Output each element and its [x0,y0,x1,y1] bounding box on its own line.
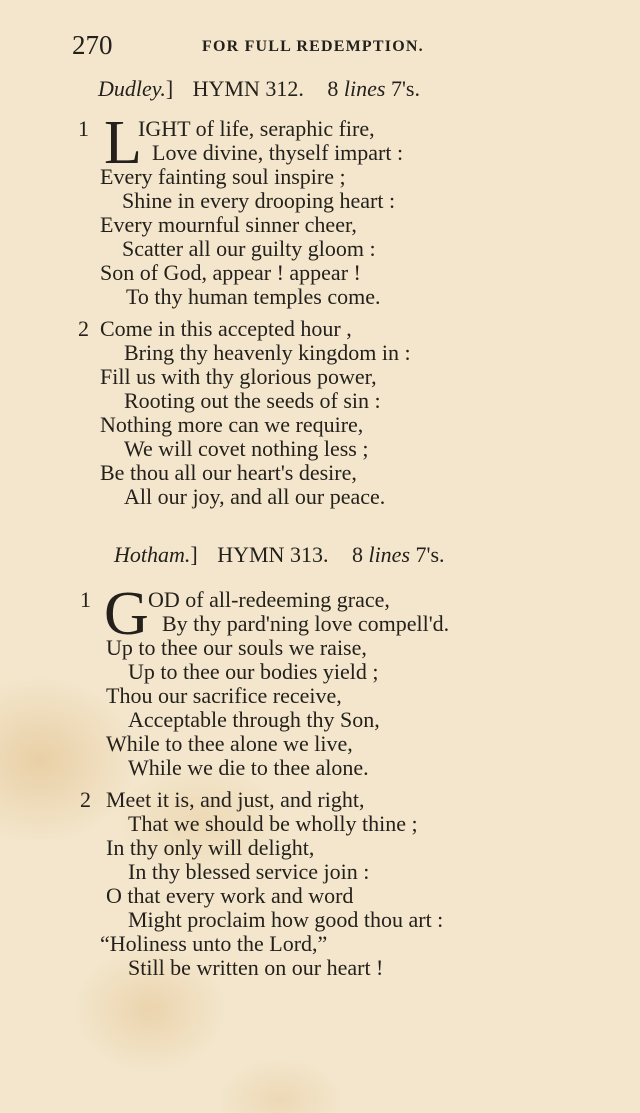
verse-line: Up to thee our bodies yield ; [128,659,379,684]
running-title: FOR FULL REDEMPTION. [202,38,424,55]
verse-number: 1 [80,587,91,612]
verse-line: Son of God, appear ! appear ! [100,260,361,285]
tune-name: Dudley. [98,76,166,101]
verse-line: By thy pard'ning love compell'd. [162,611,450,636]
verse-line: Might proclaim how good thou art : [128,907,444,932]
verse-line: Fill us with thy glorious power, [100,364,377,389]
hymn-number: HYMN 312. [192,76,304,101]
verse-line: In thy blessed service join : [128,859,370,884]
verse-line: While to thee alone we live, [106,731,353,756]
verse-line: Scatter all our guilty gloom : [122,236,376,261]
bracket: ] [190,542,198,567]
verse-line: To thy human temples come. [126,284,381,309]
verse-line: Thou our sacrifice receive, [106,683,342,708]
tune-name: Hotham. [114,542,191,567]
meter: 8 lines 7's. [351,542,445,567]
verse-line: O that every work and word [106,883,354,908]
verse-line: Up to thee our souls we raise, [106,635,367,660]
hymn-number: HYMN 313. [217,542,329,567]
verse-line: IGHT of life, seraphic fire, [138,116,375,141]
verse-line: Be thou all our heart's desire, [100,460,357,485]
verse-line: While we die to thee alone. [128,755,369,780]
verse-line: Acceptable through thy Son, [128,707,380,732]
verse-line: Shine in every drooping heart : [122,188,396,213]
verse-line: Love divine, thyself impart : [152,140,404,165]
verse-number: 2 [80,787,91,812]
verse-line: Still be written on our heart ! [128,955,384,980]
running-head [72,30,492,64]
drop-cap: L [104,109,142,177]
verse-line: All our joy, and all our peace. [124,484,386,509]
drop-cap: G [104,580,149,648]
bracket: ] [165,76,174,101]
verse-line: Every mournful sinner cheer, [100,212,357,237]
verse-line: We will covet nothing less ; [124,436,369,461]
verse-line: OD of all-redeeming grace, [148,587,390,612]
hymn-312-header [98,76,420,102]
verse-line: Rooting out the seeds of sin : [124,388,381,413]
verse-line: Every fainting soul inspire ; [100,164,346,189]
verse-line: Come in this accepted hour , [100,316,352,341]
verse-line: Meet it is, and just, and right, [106,787,365,812]
verse-line: Nothing more can we require, [100,412,364,437]
verse-line: “Holiness unto the Lord,” [100,931,328,956]
verse-number: 1 [78,116,89,141]
meter: 8 lines 7's. [327,76,420,101]
hymn-313-header [114,542,445,568]
verse-number: 2 [78,316,89,341]
verse-line: In thy only will delight, [106,835,315,860]
verse-line: That we should be wholly thine ; [128,811,418,836]
page-number: 270 [72,30,113,60]
verse-line: Bring thy heavenly kingdom in : [124,340,411,365]
